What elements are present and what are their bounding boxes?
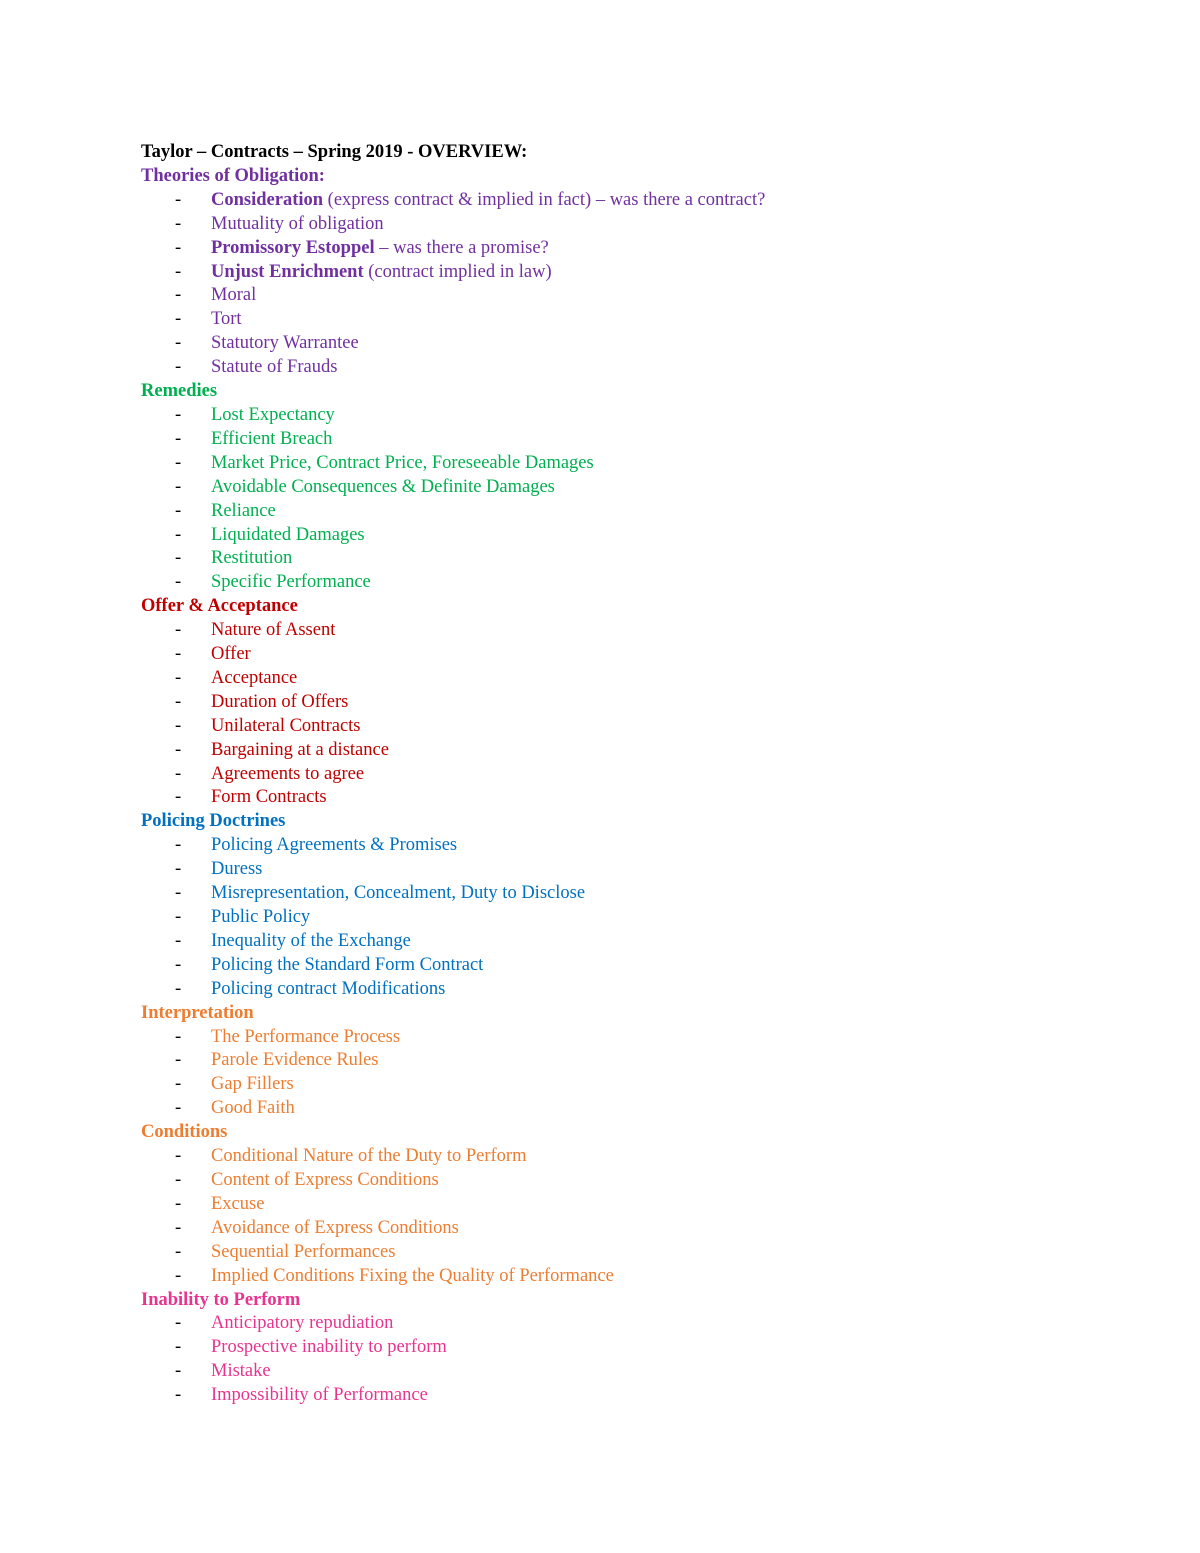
list-item bbox=[141, 1145, 1061, 1169]
item-text: Excuse bbox=[211, 1193, 265, 1214]
list-item bbox=[141, 428, 1061, 452]
list-item bbox=[141, 237, 1061, 261]
document-body bbox=[141, 141, 1061, 1408]
list-item bbox=[141, 189, 1061, 213]
section-item-list bbox=[141, 1145, 1061, 1288]
list-item bbox=[141, 1384, 1061, 1408]
dash-bullet-icon: - bbox=[175, 309, 182, 330]
dash-bullet-icon: - bbox=[175, 1050, 182, 1071]
item-text: Specific Performance bbox=[211, 572, 371, 593]
list-item bbox=[141, 978, 1061, 1002]
dash-bullet-icon: - bbox=[175, 859, 182, 880]
dash-bullet-icon: - bbox=[175, 1193, 182, 1214]
section-item-list bbox=[141, 619, 1061, 810]
dash-bullet-icon: - bbox=[175, 1313, 182, 1334]
item-text: (express contract & implied in fact) – was there a contract? bbox=[323, 189, 766, 210]
list-item bbox=[141, 1073, 1061, 1097]
dash-bullet-icon: - bbox=[175, 1361, 182, 1382]
dash-bullet-icon: - bbox=[175, 1146, 182, 1167]
dash-bullet-icon: - bbox=[175, 1169, 182, 1190]
item-text: Nature of Assent bbox=[211, 620, 336, 641]
list-item bbox=[141, 643, 1061, 667]
outline-section bbox=[141, 165, 1061, 380]
dash-bullet-icon: - bbox=[175, 715, 182, 736]
list-item bbox=[141, 284, 1061, 308]
item-text: – was there a promise? bbox=[374, 237, 549, 258]
list-item bbox=[141, 476, 1061, 500]
dash-bullet-icon: - bbox=[175, 524, 182, 545]
list-item bbox=[141, 1312, 1061, 1336]
item-text: Duration of Offers bbox=[211, 691, 349, 712]
item-text: Bargaining at a distance bbox=[211, 739, 389, 760]
list-item bbox=[141, 1049, 1061, 1073]
dash-bullet-icon: - bbox=[175, 835, 182, 856]
outline-section bbox=[141, 1121, 1061, 1288]
item-text: Reliance bbox=[211, 500, 276, 521]
section-item-list bbox=[141, 834, 1061, 1001]
list-item bbox=[141, 834, 1061, 858]
outline-section bbox=[141, 380, 1061, 595]
item-text: Offer bbox=[211, 644, 251, 665]
dash-bullet-icon: - bbox=[175, 404, 182, 425]
section-item-list bbox=[141, 1026, 1061, 1122]
dash-bullet-icon: - bbox=[175, 739, 182, 760]
list-item bbox=[141, 1360, 1061, 1384]
list-item bbox=[141, 404, 1061, 428]
dash-bullet-icon: - bbox=[175, 1337, 182, 1358]
dash-bullet-icon: - bbox=[175, 452, 182, 473]
dash-bullet-icon: - bbox=[175, 285, 182, 306]
dash-bullet-icon: - bbox=[175, 763, 182, 784]
dash-bullet-icon: - bbox=[175, 1385, 182, 1406]
item-text: The Performance Process bbox=[211, 1026, 401, 1047]
dash-bullet-icon: - bbox=[175, 1026, 182, 1047]
list-item bbox=[141, 786, 1061, 810]
item-text: (contract implied in law) bbox=[363, 261, 552, 282]
section-heading: Offer & Acceptance bbox=[141, 596, 298, 617]
list-item bbox=[141, 332, 1061, 356]
item-bold-term: Promissory Estoppel bbox=[211, 237, 375, 258]
list-item bbox=[141, 1336, 1061, 1360]
dash-bullet-icon: - bbox=[175, 787, 182, 808]
item-text: Tort bbox=[211, 309, 242, 330]
dash-bullet-icon: - bbox=[175, 500, 182, 521]
document-title: Taylor – Contracts – Spring 2019 - OVERVIEW: bbox=[141, 142, 528, 162]
item-text: Acceptance bbox=[211, 667, 298, 688]
list-item bbox=[141, 763, 1061, 787]
list-item bbox=[141, 500, 1061, 524]
dash-bullet-icon: - bbox=[175, 954, 182, 975]
list-item bbox=[141, 308, 1061, 332]
item-text: Gap Fillers bbox=[211, 1074, 294, 1095]
item-text: Mistake bbox=[211, 1361, 271, 1382]
item-text: Policing the Standard Form Contract bbox=[211, 954, 484, 975]
dash-bullet-icon: - bbox=[175, 1217, 182, 1238]
item-text: Conditional Nature of the Duty to Perform bbox=[211, 1146, 527, 1167]
item-text: Content of Express Conditions bbox=[211, 1169, 439, 1190]
section-heading: Remedies bbox=[141, 381, 218, 402]
item-text: Restitution bbox=[211, 548, 293, 569]
dash-bullet-icon: - bbox=[175, 667, 182, 688]
list-item bbox=[141, 452, 1061, 476]
section-heading: Interpretation bbox=[141, 1002, 254, 1023]
list-item bbox=[141, 547, 1061, 571]
list-item bbox=[141, 882, 1061, 906]
dash-bullet-icon: - bbox=[175, 548, 182, 569]
item-text: Statute of Frauds bbox=[211, 357, 338, 378]
dash-bullet-icon: - bbox=[175, 1074, 182, 1095]
item-bold-term: Unjust Enrichment bbox=[211, 261, 364, 282]
list-item bbox=[141, 261, 1061, 285]
item-text: Efficient Breach bbox=[211, 428, 333, 449]
item-text: Misrepresentation, Concealment, Duty to Disclose bbox=[211, 883, 586, 904]
list-item bbox=[141, 739, 1061, 763]
item-text: Policing Agreements & Promises bbox=[211, 835, 458, 856]
item-text: Statutory Warrantee bbox=[211, 333, 359, 354]
dash-bullet-icon: - bbox=[175, 1098, 182, 1119]
item-text: Form Contracts bbox=[211, 787, 327, 808]
dash-bullet-icon: - bbox=[175, 1241, 182, 1262]
outline-section bbox=[141, 810, 1061, 1001]
item-text: Lost Expectancy bbox=[211, 404, 335, 425]
item-text: Prospective inability to perform bbox=[211, 1337, 447, 1358]
item-text: Good Faith bbox=[211, 1098, 295, 1119]
list-item bbox=[141, 356, 1061, 380]
list-item bbox=[141, 1217, 1061, 1241]
list-item bbox=[141, 691, 1061, 715]
section-heading: Conditions bbox=[141, 1122, 228, 1143]
list-item bbox=[141, 858, 1061, 882]
section-heading: Inability to Perform bbox=[141, 1289, 301, 1310]
dash-bullet-icon: - bbox=[175, 261, 182, 282]
list-item bbox=[141, 954, 1061, 978]
list-item bbox=[141, 1026, 1061, 1050]
dash-bullet-icon: - bbox=[175, 213, 182, 234]
section-item-list bbox=[141, 1312, 1061, 1408]
item-text: Inequality of the Exchange bbox=[211, 930, 411, 951]
outline-section bbox=[141, 595, 1061, 810]
item-text: Impossibility of Performance bbox=[211, 1385, 428, 1406]
item-text: Moral bbox=[211, 285, 257, 306]
list-item bbox=[141, 571, 1061, 595]
list-item bbox=[141, 715, 1061, 739]
dash-bullet-icon: - bbox=[175, 476, 182, 497]
list-item bbox=[141, 1265, 1061, 1289]
list-item bbox=[141, 1097, 1061, 1121]
list-item bbox=[141, 1193, 1061, 1217]
list-item bbox=[141, 213, 1061, 237]
dash-bullet-icon: - bbox=[175, 907, 182, 927]
item-text: Policing contract Modifications bbox=[211, 978, 446, 999]
item-text: Agreements to agree bbox=[211, 763, 365, 784]
item-text: Anticipatory repudiation bbox=[211, 1313, 394, 1334]
section-heading: Policing Doctrines bbox=[141, 811, 286, 832]
dash-bullet-icon: - bbox=[175, 1265, 182, 1286]
list-item bbox=[141, 524, 1061, 548]
item-text: Unilateral Contracts bbox=[211, 715, 361, 736]
dash-bullet-icon: - bbox=[175, 333, 182, 354]
item-text: Market Price, Contract Price, Foreseeable Damages bbox=[211, 452, 594, 473]
item-text: Avoidance of Express Conditions bbox=[211, 1217, 459, 1238]
dash-bullet-icon: - bbox=[175, 237, 182, 258]
dash-bullet-icon: - bbox=[175, 189, 182, 210]
dash-bullet-icon: - bbox=[175, 883, 182, 904]
dash-bullet-icon: - bbox=[175, 357, 182, 378]
dash-bullet-icon: - bbox=[175, 644, 182, 665]
item-text: Liquidated Damages bbox=[211, 524, 365, 545]
dash-bullet-icon: - bbox=[175, 620, 182, 641]
section-item-list bbox=[141, 404, 1061, 595]
item-text: Public Policy bbox=[211, 907, 311, 927]
item-text: Sequential Performances bbox=[211, 1241, 396, 1262]
section-item-list bbox=[141, 189, 1061, 380]
item-text: Implied Conditions Fixing the Quality of Performance bbox=[211, 1265, 614, 1286]
outline-section bbox=[141, 1002, 1061, 1122]
section-heading: Theories of Obligation: bbox=[141, 165, 325, 186]
item-text: Duress bbox=[211, 859, 263, 880]
dash-bullet-icon: - bbox=[175, 978, 182, 999]
dash-bullet-icon: - bbox=[175, 428, 182, 449]
outline-sections bbox=[141, 165, 1061, 1408]
item-text: Avoidable Consequences & Definite Damages bbox=[211, 476, 555, 497]
item-text: Parole Evidence Rules bbox=[211, 1050, 379, 1071]
dash-bullet-icon: - bbox=[175, 930, 182, 951]
dash-bullet-icon: - bbox=[175, 691, 182, 712]
item-bold-term: Consideration bbox=[211, 189, 324, 210]
list-item bbox=[141, 667, 1061, 691]
dash-bullet-icon: - bbox=[175, 572, 182, 593]
list-item bbox=[141, 1241, 1061, 1265]
list-item bbox=[141, 1169, 1061, 1193]
list-item bbox=[141, 906, 1061, 930]
outline-section bbox=[141, 1289, 1061, 1409]
list-item bbox=[141, 930, 1061, 954]
list-item bbox=[141, 619, 1061, 643]
item-text: Mutuality of obligation bbox=[211, 213, 384, 234]
